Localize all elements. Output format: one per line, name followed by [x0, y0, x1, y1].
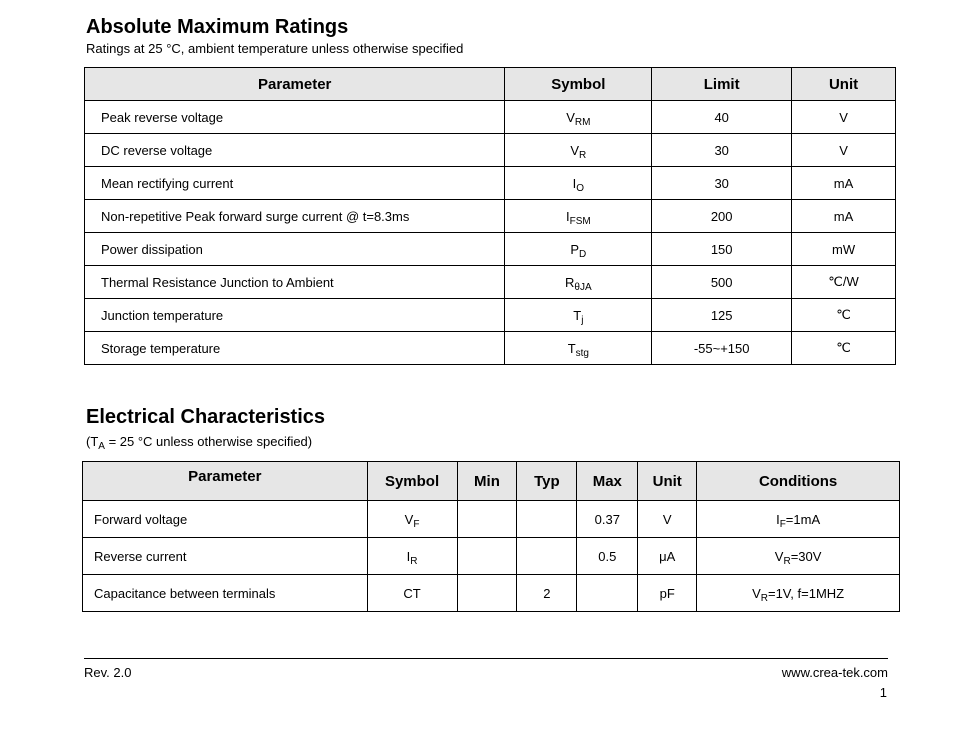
ec-header-unit: Unit — [638, 462, 697, 501]
amr-limit-cell: -55~+150 — [652, 332, 792, 365]
ec-conditions-cell — [697, 501, 900, 538]
amr-header-row — [85, 68, 896, 101]
amr-parameter-cell: Mean rectifying current — [85, 167, 505, 200]
amr-symbol-cell — [505, 332, 652, 365]
amr-symbol-subscript: FSM — [569, 215, 591, 227]
table-row — [85, 200, 896, 233]
ec-condition-value: =1V, f=1MHZ — [767, 585, 845, 601]
amr-symbol-cell — [505, 233, 652, 266]
ec-symbol: V — [404, 511, 414, 527]
ec-conditions-cell — [697, 575, 900, 612]
amr-unit-cell: ℃/W — [792, 266, 896, 299]
amr-symbol: I — [565, 208, 570, 224]
table-row — [85, 167, 896, 200]
ec-header-typ: Typ — [517, 462, 577, 501]
ec-header-conditions: Conditions — [697, 462, 900, 501]
ec-symbol-cell — [367, 538, 457, 575]
ec-header-row — [83, 462, 900, 501]
amr-parameter-cell: DC reverse voltage — [85, 134, 505, 167]
table-row — [83, 575, 900, 612]
amr-symbol-cell — [505, 167, 652, 200]
amr-symbol-subscript: j — [581, 314, 584, 326]
ec-typ-cell — [517, 501, 577, 538]
amr-symbol-cell — [505, 266, 652, 299]
amr-header-symbol: Symbol — [505, 68, 652, 101]
footer-divider — [84, 658, 888, 659]
amr-unit-cell: mA — [792, 200, 896, 233]
amr-unit-cell: V — [792, 134, 896, 167]
amr-limit-cell: 30 — [652, 167, 792, 200]
amr-parameter-cell: Non-repetitive Peak forward surge current @ t=8.3ms — [85, 200, 505, 233]
amr-symbol-subscript: θJA — [574, 281, 592, 293]
ec-condition-subscript: R — [760, 592, 768, 604]
ec-parameter-cell: Capacitance between terminals — [83, 575, 368, 612]
ec-condition-value: =30V — [790, 548, 822, 564]
ec-condition-value: =1mA — [785, 511, 821, 527]
ec-condition-symbol: I — [776, 511, 780, 527]
amr-header-limit: Limit — [652, 68, 792, 101]
amr-symbol-cell — [505, 299, 652, 332]
amr-symbol-subscript: stg — [575, 347, 589, 359]
ec-condition-subscript: F — [779, 518, 786, 530]
ec-min-cell — [457, 501, 517, 538]
amr-symbol: T — [567, 340, 576, 356]
ec-parameter-cell: Reverse current — [83, 538, 368, 575]
amr-symbol-cell — [505, 200, 652, 233]
ec-symbol-cell — [367, 501, 457, 538]
footer-revision: Rev. 2.0 — [84, 665, 132, 680]
amr-header-unit: Unit — [792, 68, 896, 101]
ec-condition-subscript: R — [783, 555, 791, 567]
ec-conditions-cell — [697, 538, 900, 575]
table-row — [85, 134, 896, 167]
amr-unit-cell: mW — [792, 233, 896, 266]
amr-unit-cell: ℃ — [792, 332, 896, 365]
amr-limit-cell: 40 — [652, 101, 792, 134]
table-row — [85, 233, 896, 266]
ec-symbol: I — [406, 548, 411, 564]
amr-symbol-subscript: O — [576, 182, 585, 194]
ec-max-cell: 0.37 — [577, 501, 638, 538]
amr-symbol-subscript: R — [579, 149, 587, 161]
footer-page-number: 1 — [879, 685, 887, 700]
ec-title: Electrical Characteristics — [86, 406, 326, 428]
table-row — [85, 299, 896, 332]
amr-parameter-cell: Storage temperature — [85, 332, 505, 365]
ec-typ-cell — [517, 538, 577, 575]
table-row — [83, 501, 900, 538]
ec-condition-symbol: V — [774, 548, 784, 564]
amr-unit-cell: mA — [792, 167, 896, 200]
amr-symbol: P — [570, 241, 580, 257]
ec-subtitle: ($T_A = 25$ °C unless otherwise specified) — [86, 434, 313, 452]
amr-symbol: I — [572, 175, 577, 191]
amr-symbol: V — [566, 109, 575, 125]
ec-symbol: CT — [403, 585, 421, 601]
amr-symbol: V — [570, 142, 580, 158]
amr-symbol: T — [573, 307, 582, 323]
ec-header-min: Min — [457, 462, 517, 501]
amr-symbol-subscript: RM — [574, 116, 591, 128]
amr-unit-cell: ℃ — [792, 299, 896, 332]
amr-parameter-cell: Power dissipation — [85, 233, 505, 266]
ec-symbol-cell — [367, 575, 457, 612]
amr-limit-cell: 30 — [652, 134, 792, 167]
amr-title: Absolute Maximum Ratings — [86, 16, 349, 38]
ec-header-parameter: Parameter — [83, 462, 368, 501]
table-row — [85, 266, 896, 299]
amr-limit-cell: 125 — [652, 299, 792, 332]
amr-symbol-cell — [505, 101, 652, 134]
amr-subtitle: Ratings at 25 °C, ambient temperature unless otherwise specified — [86, 41, 464, 56]
ec-header-max: Max — [577, 462, 638, 501]
ec-table — [82, 461, 900, 612]
amr-symbol-cell — [505, 134, 652, 167]
amr-header-parameter: Parameter — [85, 68, 505, 101]
ec-min-cell — [457, 538, 517, 575]
ec-typ-cell: 2 — [517, 575, 577, 612]
ec-min-cell — [457, 575, 517, 612]
ec-unit-cell: V — [638, 501, 697, 538]
ec-unit-cell: μA — [638, 538, 697, 575]
amr-parameter-cell: Thermal Resistance Junction to Ambient — [85, 266, 505, 299]
ec-max-cell — [577, 575, 638, 612]
footer-website: www.crea-tek.com — [781, 665, 888, 680]
amr-parameter-cell: Junction temperature — [85, 299, 505, 332]
amr-limit-cell: 500 — [652, 266, 792, 299]
amr-table — [84, 67, 896, 365]
ec-symbol-subscript: F — [413, 518, 420, 530]
ec-condition-symbol: V — [752, 585, 761, 601]
ec-unit-cell: pF — [638, 575, 697, 612]
amr-symbol-subscript: D — [579, 248, 587, 260]
amr-parameter-cell: Peak reverse voltage — [85, 101, 505, 134]
amr-limit-cell: 150 — [652, 233, 792, 266]
table-row — [83, 538, 900, 575]
ec-max-cell: 0.5 — [577, 538, 638, 575]
amr-symbol: R — [565, 274, 575, 290]
amr-limit-cell: 200 — [652, 200, 792, 233]
ec-symbol-subscript: R — [410, 555, 418, 567]
amr-unit-cell: V — [792, 101, 896, 134]
table-row — [85, 101, 896, 134]
ec-header-symbol: Symbol — [367, 462, 457, 501]
table-row — [85, 332, 896, 365]
ec-parameter-cell: Forward voltage — [83, 501, 368, 538]
